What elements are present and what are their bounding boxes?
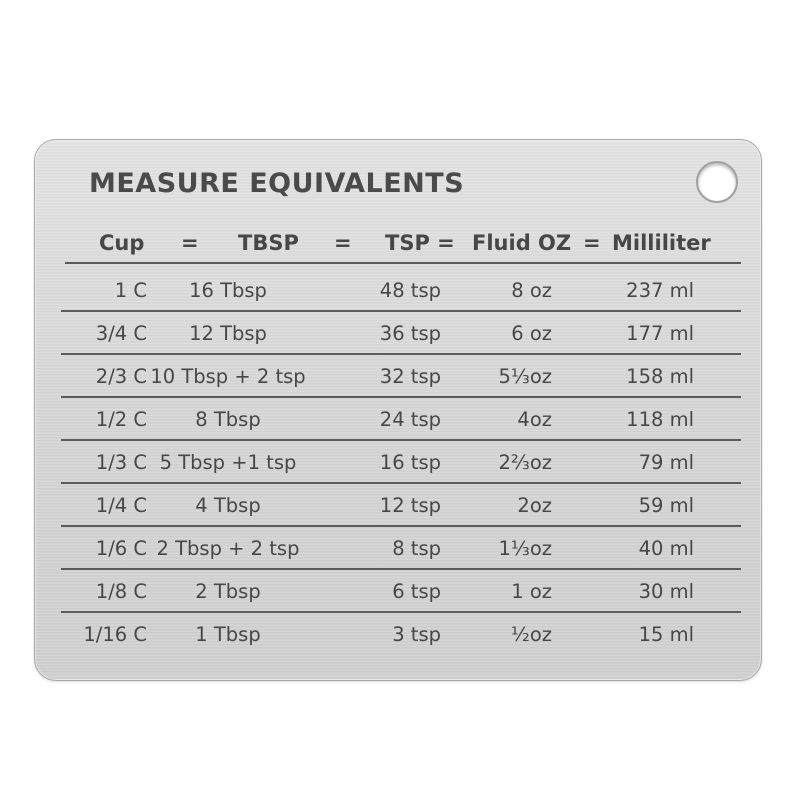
hanging-hole	[696, 161, 738, 203]
cell-tsp: 24 tsp	[379, 408, 441, 431]
row-divider	[61, 482, 741, 484]
cell-tsp: 8 tsp	[392, 537, 441, 560]
header-rule	[65, 262, 741, 264]
cell-milliliter: 59 ml	[638, 494, 694, 517]
measure-equivalents-plate	[34, 139, 762, 681]
cell-tbsp: 4 Tbsp	[195, 494, 261, 517]
cell-tbsp: 2 Tbsp	[195, 580, 261, 603]
cell-milliliter: 15 ml	[638, 623, 694, 646]
cell-fluid-oz: 2⅔oz	[498, 451, 552, 474]
row-divider	[61, 439, 741, 441]
cell-fluid-oz: 1 oz	[511, 580, 552, 603]
cell-milliliter: 158 ml	[626, 365, 694, 388]
cell-cup: 2/3 C	[95, 365, 147, 388]
header-equals-1: =	[181, 231, 199, 255]
cell-fluid-oz: 2oz	[517, 494, 552, 517]
cell-fluid-oz: 5⅓oz	[498, 365, 552, 388]
cell-milliliter: 30 ml	[638, 580, 694, 603]
header-tsp: TSP =	[385, 231, 455, 255]
cell-tbsp: 10 Tbsp + 2 tsp	[150, 365, 306, 388]
row-divider	[61, 396, 741, 398]
cell-cup: 3/4 C	[95, 322, 147, 345]
header-equals-3: =	[583, 231, 601, 255]
cell-tsp: 3 tsp	[392, 623, 441, 646]
header-equals-2: =	[334, 231, 352, 255]
cell-tbsp: 5 Tbsp +1 tsp	[159, 451, 297, 474]
cell-milliliter: 237 ml	[626, 279, 694, 302]
cell-cup: 1 C	[114, 279, 147, 302]
cell-cup: 1/4 C	[95, 494, 147, 517]
cell-fluid-oz: ½oz	[510, 623, 552, 646]
cell-tsp: 32 tsp	[379, 365, 441, 388]
row-divider	[61, 353, 741, 355]
cell-tsp: 12 tsp	[379, 494, 441, 517]
row-divider	[61, 568, 741, 570]
cell-cup: 1/6 C	[95, 537, 147, 560]
cell-milliliter: 177 ml	[626, 322, 694, 345]
cell-cup: 1/3 C	[95, 451, 147, 474]
row-divider	[61, 525, 741, 527]
cell-tsp: 36 tsp	[379, 322, 441, 345]
cell-tbsp: 12 Tbsp	[189, 322, 267, 345]
cell-cup: 1/16 C	[83, 623, 147, 646]
header-milliliter: Milliliter	[612, 231, 711, 255]
header-tbsp: TBSP	[238, 231, 299, 255]
cell-fluid-oz: 6 oz	[511, 322, 552, 345]
cell-fluid-oz: 8 oz	[511, 279, 552, 302]
cell-tbsp: 2 Tbsp + 2 tsp	[156, 537, 300, 560]
cell-fluid-oz: 1⅓oz	[498, 537, 552, 560]
row-divider	[61, 611, 741, 613]
cell-tbsp: 16 Tbsp	[189, 279, 267, 302]
cell-cup: 1/2 C	[95, 408, 147, 431]
header-cup: Cup	[99, 231, 145, 255]
cell-tbsp: 1 Tbsp	[195, 623, 261, 646]
cell-milliliter: 118 ml	[626, 408, 694, 431]
plate-title: MEASURE EQUIVALENTS	[89, 168, 465, 199]
cell-cup: 1/8 C	[95, 580, 147, 603]
cell-tsp: 6 tsp	[392, 580, 441, 603]
cell-fluid-oz: 4oz	[517, 408, 552, 431]
row-divider	[61, 310, 741, 312]
cell-tsp: 16 tsp	[379, 451, 441, 474]
cell-tsp: 48 tsp	[379, 279, 441, 302]
cell-milliliter: 40 ml	[638, 537, 694, 560]
cell-tbsp: 8 Tbsp	[195, 408, 261, 431]
header-fluid-oz: Fluid OZ	[472, 231, 572, 255]
cell-milliliter: 79 ml	[638, 451, 694, 474]
